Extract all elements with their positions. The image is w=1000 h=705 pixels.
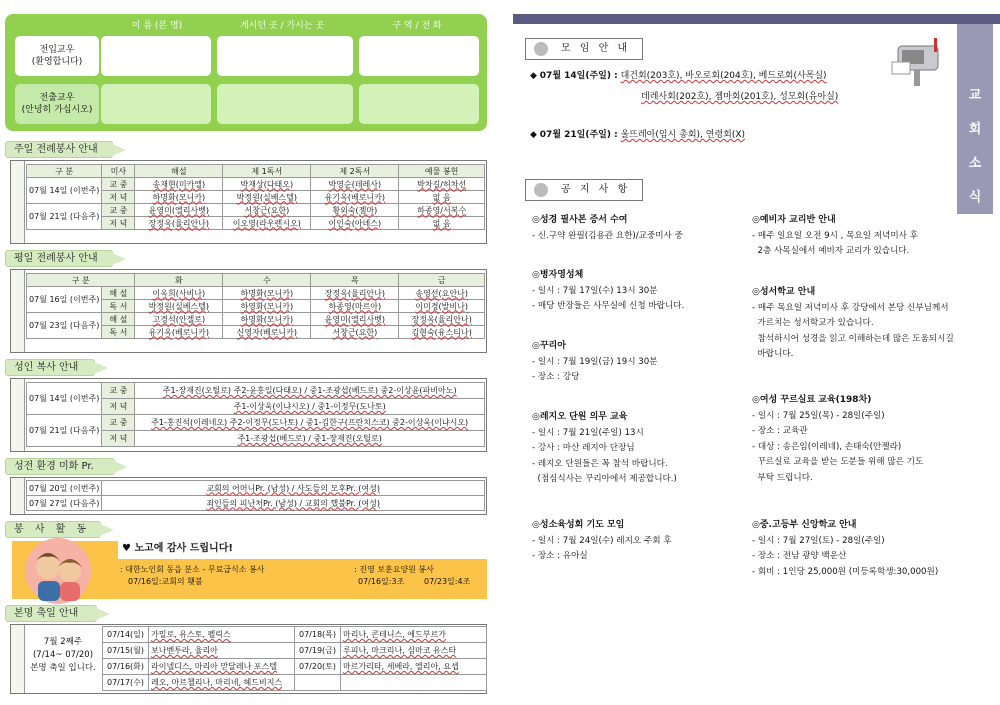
commentator-cell: 하명화(모니카)	[135, 191, 223, 204]
feast-label-line3: 본명 축일 입니다.	[30, 663, 96, 673]
newcomer-section	[5, 14, 487, 131]
servers-cell: 주1-장재진(오틸로) 주2-윤홍일(다태오) / 중1-조광섭(베드로) 중2-이상윤(파비아노)	[135, 383, 485, 399]
feast-day-table	[102, 626, 487, 691]
mailbox-icon	[888, 32, 952, 88]
feast-names-cell: 마리나, 콘테니스, 에드부르가	[341, 627, 487, 643]
offering-cell: 없 음	[399, 217, 485, 230]
notice-title: ◎레지오 단원 의무 교육	[532, 412, 628, 422]
notice-line: - 대상 : 송은임(이레네), 손태숙(안젤라)	[752, 441, 902, 452]
date-cell: 07월 23일 (다음주)	[27, 313, 102, 339]
reader2-cell: 박영순(데레사)	[311, 178, 399, 191]
side-title-char: 회	[968, 122, 982, 137]
reader1-cell: 박정원(실베스텔)	[223, 191, 311, 204]
incoming-district-cell	[359, 36, 479, 76]
commentator-cell: 윤영미(엘리사벳)	[135, 204, 223, 217]
notice-line: - 일시 : 7월 21일(주일) 13시	[532, 427, 644, 438]
volunteer-item2-line2: 07/16일:3조	[358, 577, 405, 586]
col-district-header: 구 역 / 전 화	[392, 21, 442, 31]
feast-names-cell: 마르가리타, 세베라, 엘리아, 요셉	[341, 659, 487, 675]
date-cell: 07월 20일 (이번주)	[27, 481, 102, 496]
incoming-label	[15, 36, 99, 76]
sunday-liturgy-title: 주일 전례봉사 안내	[5, 141, 113, 158]
fri-cell: 김현숙(유스티나)	[399, 326, 485, 339]
feast-date-cell: 07/20(토)	[295, 659, 341, 675]
notice-line: - 신.구약 완필(김용관 요한)/교중미사 중	[532, 230, 683, 241]
feast-names-cell	[341, 675, 487, 691]
notice-line: 2층 사목실에서 예비자 교리가 있습니다.	[752, 246, 910, 256]
incoming-label-line2: (환영합니다)	[31, 57, 83, 67]
wed-cell: 하명화(모니카)	[223, 287, 311, 300]
feast-names-cell: 가밀로, 유스토, 펠릭스	[149, 627, 295, 643]
feast-date-cell	[295, 675, 341, 691]
notice-title	[525, 179, 643, 201]
meeting-line2: ◆ 07월 21일(주일) : 울뜨레아(임시 총회), 연령회(X)	[530, 130, 746, 140]
header-cell: 미사	[102, 165, 135, 178]
fri-cell: 장정옥(율리안나)	[399, 313, 485, 326]
notice-title: ◎성소육성회 기도 모임	[532, 520, 625, 530]
header-cell: 구 분	[27, 165, 102, 178]
feast-date-cell: 07/14(일)	[103, 627, 149, 643]
volunteer-item2-line1: : 진영 보훈요양원 봉사	[354, 565, 434, 574]
environment-title: 성전 환경 미화 Pr.	[5, 458, 115, 475]
commentator-cell: 장정옥(율리안나)	[135, 217, 223, 230]
volunteer-item1-line1: : 대한노인회 동읍 분소 - 무료급식소 봉사	[120, 565, 265, 574]
outgoing-label	[15, 84, 99, 124]
feast-names-cell: 라이넬디스, 마리아 맏달레나 포스텔	[149, 659, 295, 675]
offering-cell: 없 음	[399, 191, 485, 204]
tue-cell: 유기옥(베로니카)	[135, 326, 223, 339]
reader2-cell: 황외숙(젬마)	[311, 204, 399, 217]
notice-title: ◎성경 필사본 증서 수여	[532, 215, 628, 225]
servers-cell: 주1-홍진석(이레네오) 주2-이정무(도나토) / 중1-김한구(프란치스코) 중2-이상욱(이냐시오)	[135, 415, 485, 431]
meeting1-groups-2: 데레사회(202호), 젬마회(201호), 성모회(유아실)	[641, 92, 839, 102]
side-title-char: 교	[968, 88, 982, 103]
notice-line: 바랍니다.	[752, 349, 794, 359]
fri-cell: 송영선(요안나)	[399, 287, 485, 300]
notice-item	[532, 268, 684, 315]
meeting2-date: 07월 21일(주일) :	[539, 130, 618, 140]
notice-title: ◎꾸리아	[532, 341, 566, 351]
offering-cell: 박차길/허차선	[399, 178, 485, 191]
notice-item	[752, 285, 954, 363]
mass-cell: 저 녁	[102, 191, 135, 204]
feast-day-title: 본명 축일 안내	[5, 605, 97, 622]
notice-line: - 장소 : 전남 광양 백운산	[752, 551, 847, 561]
feast-date-cell: 07/15(월)	[103, 643, 149, 659]
volunteer-item2-line3: 07/23일:4조	[424, 577, 471, 586]
notice-line: (점심식사는 꾸리아에서 제공합니다.)	[532, 474, 677, 484]
notice-title: ◎중.고등부 신앙학교 안내	[752, 520, 857, 530]
role-cell: 해 설	[102, 287, 135, 300]
table-row	[27, 383, 485, 399]
commentator-cell: 송재현(미카엘)	[135, 178, 223, 191]
altar-server-table	[26, 382, 485, 447]
notice-line: - 일시 : 7월 25일(목) - 28일(주일)	[752, 410, 885, 421]
reader1-cell: 서창근(요한)	[223, 204, 311, 217]
notice-title: ◎병자영성체	[532, 270, 584, 280]
feast-date-cell: 07/17(수)	[103, 675, 149, 691]
meeting-line1: ◆ 07월 14일(주일) : 대건회(203호), 바오로회(204호), 베드로회(사목실)	[530, 71, 827, 81]
table-row	[27, 313, 485, 326]
notice-title-text: 공 지 사 항	[561, 184, 631, 195]
thu-cell: 서창근(요한)	[311, 326, 399, 339]
notice-title: ◎성서학교 안내	[752, 287, 816, 297]
notice-line: - 레지오 단원들은 꼭 참석 바랍니다.	[532, 458, 668, 469]
weekday-liturgy-title: 평일 전례봉사 안내	[5, 250, 113, 267]
wed-cell: 신영자(베로니카)	[223, 326, 311, 339]
header-cell: 예물 봉헌	[399, 165, 485, 178]
reader2-cell: 이인숙(아녜스)	[311, 217, 399, 230]
header-cell: 목	[311, 274, 399, 287]
sunday-liturgy-table	[26, 164, 485, 230]
volunteer-couple-illustration	[18, 537, 98, 605]
outgoing-name-cell	[101, 84, 211, 124]
tue-cell: 박정원(실베스텔)	[135, 300, 223, 313]
feast-date-cell: 07/16(화)	[103, 659, 149, 675]
wed-cell: 하영화(모니카)	[223, 300, 311, 313]
offering-cell: 하종영/서복수	[399, 204, 485, 217]
meeting-title	[525, 38, 643, 60]
volunteer-item1-line2: 07/16일:교회의 횃불	[128, 577, 203, 586]
feast-names-cell: 레오, 마르첼리나, 마리네, 헤드비지스	[149, 675, 295, 691]
notice-line: - 일시 : 7월 17일(수) 13시 30분	[532, 285, 658, 296]
person-icon	[534, 42, 548, 56]
servers-cell: 주1-이상욱(이냐시오) / 중1-이정무(도나토)	[135, 399, 485, 415]
thu-cell: 윤영미(엘리사벳)	[311, 313, 399, 326]
notice-line: - 장소 : 강당	[532, 372, 580, 382]
notice-line: - 매주 목요일 저녁미사 후 강당에서 본당 신부님께서	[752, 302, 949, 313]
servers-cell: 주1-조광섭(베드로) / 중1-장재진(오틸로)	[135, 431, 485, 447]
table-row	[103, 659, 487, 675]
notice-line: - 강사 : 마산 레지아 단장님	[532, 443, 635, 453]
date-cell: 07월 16일 (이번주)	[27, 287, 102, 313]
tue-cell: 고경석(안젤로)	[135, 313, 223, 326]
outgoing-district-cell	[359, 84, 479, 124]
notice-line: - 일시 : 7월 27일(토) - 28일(주일)	[752, 535, 885, 546]
date-cell: 07월 21일 (다음주)	[27, 415, 102, 447]
fri-cell: 이미경(발비나)	[399, 300, 485, 313]
header-cell: 해설	[135, 165, 223, 178]
notice-line: - 일시 : 7월 19일(금) 19시 30분	[532, 356, 658, 367]
news-top-bar	[513, 14, 1000, 24]
meeting2-groups: 울뜨레아(임시 총회), 연령회(X)	[620, 130, 746, 140]
date-cell: 07월 14일 (이번주)	[27, 178, 102, 204]
notice-item	[752, 518, 938, 580]
weekday-liturgy-table	[26, 273, 485, 339]
incoming-name-cell	[101, 36, 211, 76]
header-cell: 수	[223, 274, 311, 287]
mass-cell: 교 중	[102, 383, 135, 399]
table-row	[27, 415, 485, 431]
reader1-cell: 이오영(라우렌시오)	[223, 217, 311, 230]
notice-line: - 장소 : 교육관	[752, 426, 808, 436]
tue-cell: 이옥희(사비나)	[135, 287, 223, 300]
thu-cell: 장정옥(율리안나)	[311, 287, 399, 300]
volunteer-title: 봉 사 활 동	[5, 521, 101, 538]
notice-item	[532, 518, 672, 565]
notice-item	[532, 410, 677, 488]
feast-label-line1: 7월 2째주	[43, 637, 83, 647]
feast-day-label	[26, 636, 100, 675]
notice-item	[532, 213, 683, 244]
wed-cell: 하명화(모니카)	[223, 313, 311, 326]
side-title-char: 식	[968, 190, 982, 205]
environment-table	[26, 480, 485, 511]
table-row	[27, 204, 485, 217]
meeting1-date: 07월 14일(주일) :	[539, 71, 618, 81]
reader2-cell: 유기옥(베로니카)	[311, 191, 399, 204]
notice-item	[532, 339, 657, 386]
meeting1-groups: 대건회(203호), 바오로회(204호), 베드로회(사목실)	[620, 71, 827, 81]
person-icon	[534, 183, 548, 197]
date-cell: 07월 14일 (이번주)	[27, 383, 102, 415]
volunteer-thanks: ♥ 노고에 감사 드립니다!	[118, 541, 487, 559]
role-cell: 해 설	[102, 313, 135, 326]
mass-cell: 교 중	[102, 415, 135, 431]
table-row	[103, 643, 487, 659]
header-cell: 제 2독서	[311, 165, 399, 178]
notice-line: - 매당 반장들은 사무실에 신청 바랍니다.	[532, 301, 685, 311]
table-row	[103, 675, 487, 691]
header-cell: 제 1독서	[223, 165, 311, 178]
notice-line: - 장소 : 유아실	[532, 551, 588, 561]
header-cell: 화	[135, 274, 223, 287]
notice-line: 부탁 드립니다.	[752, 472, 813, 483]
reader1-cell: 박재상(다태오)	[223, 178, 311, 191]
table-row	[103, 627, 487, 643]
table-row	[27, 287, 485, 300]
mass-cell: 저 녁	[102, 217, 135, 230]
header-cell: 금	[399, 274, 485, 287]
notice-title: ◎여성 꾸르실료 교육(198차)	[752, 395, 872, 405]
header-cell: 구 분	[27, 274, 135, 287]
feast-date-cell: 07/18(목)	[295, 627, 341, 643]
notice-line: - 매주 일요일 오전 9시 , 목요일 저녁미사 후	[752, 230, 918, 241]
incoming-label-line1: 전입교우	[39, 44, 75, 55]
pr-cell: 죄인들의 피난처Pr. (남성) / 교회의 했불Pr. (여성)	[102, 496, 485, 511]
notice-item	[752, 213, 918, 260]
notice-line: 참석하시어 성경을 읽고 이해하는데 많은 도움되시길	[752, 333, 954, 344]
table-row	[27, 481, 485, 496]
role-cell: 독 서	[102, 326, 135, 339]
notice-title: ◎예비자 교리반 안내	[752, 215, 836, 225]
side-title-char: 소	[968, 156, 982, 171]
col-name-header: 이 름 (본 명)	[131, 21, 183, 31]
outgoing-label-line1: 전출교우	[39, 92, 75, 103]
feast-names-cell: 루피나, 마크리나, 심마코 유스타	[341, 643, 487, 659]
notice-item	[752, 393, 923, 486]
date-cell: 07월 27일 (다음주)	[27, 496, 102, 511]
col-origin-header: 계시던 곳 / 가시는 곳	[239, 21, 325, 31]
notice-line: 꾸르실료 교육을 받는 도분들 위해 많은 기도	[752, 457, 924, 467]
date-cell: 07월 21일 (다음주)	[27, 204, 102, 230]
altar-server-title: 성인 복사 안내	[5, 359, 95, 376]
news-side-band	[957, 24, 993, 214]
incoming-origin-cell	[217, 36, 353, 76]
notice-line: - 일시 : 7월 24일(수) 레지오 주회 후	[532, 535, 672, 546]
pr-cell: 교회의 어머니Pr. (남성) / 사도들의 모후Pr. (여성)	[102, 481, 485, 496]
role-cell: 독 서	[102, 300, 135, 313]
table-row	[27, 178, 485, 191]
feast-date-cell: 07/19(금)	[295, 643, 341, 659]
mass-cell: 저 녁	[102, 431, 135, 447]
table-row	[27, 496, 485, 511]
mass-cell: 교 중	[102, 204, 135, 217]
feast-label-line2: (7/14~ 07/20)	[32, 650, 94, 660]
mass-cell: 교 중	[102, 178, 135, 191]
notice-line: - 회비 : 1인당 25,000원 (미등록학생:30,000원)	[752, 566, 939, 577]
mass-cell: 저 녁	[102, 399, 135, 415]
thu-cell: 하종영(마르아)	[311, 300, 399, 313]
notice-line: 가르치는 성서학교가 있습니다.	[752, 318, 874, 328]
meeting-title-text: 모 임 안 내	[561, 43, 631, 54]
outgoing-label-line2: (안녕히 가십시오)	[21, 105, 93, 115]
outgoing-origin-cell	[217, 84, 353, 124]
feast-names-cell: 보나벤투라, 율리아	[149, 643, 295, 659]
